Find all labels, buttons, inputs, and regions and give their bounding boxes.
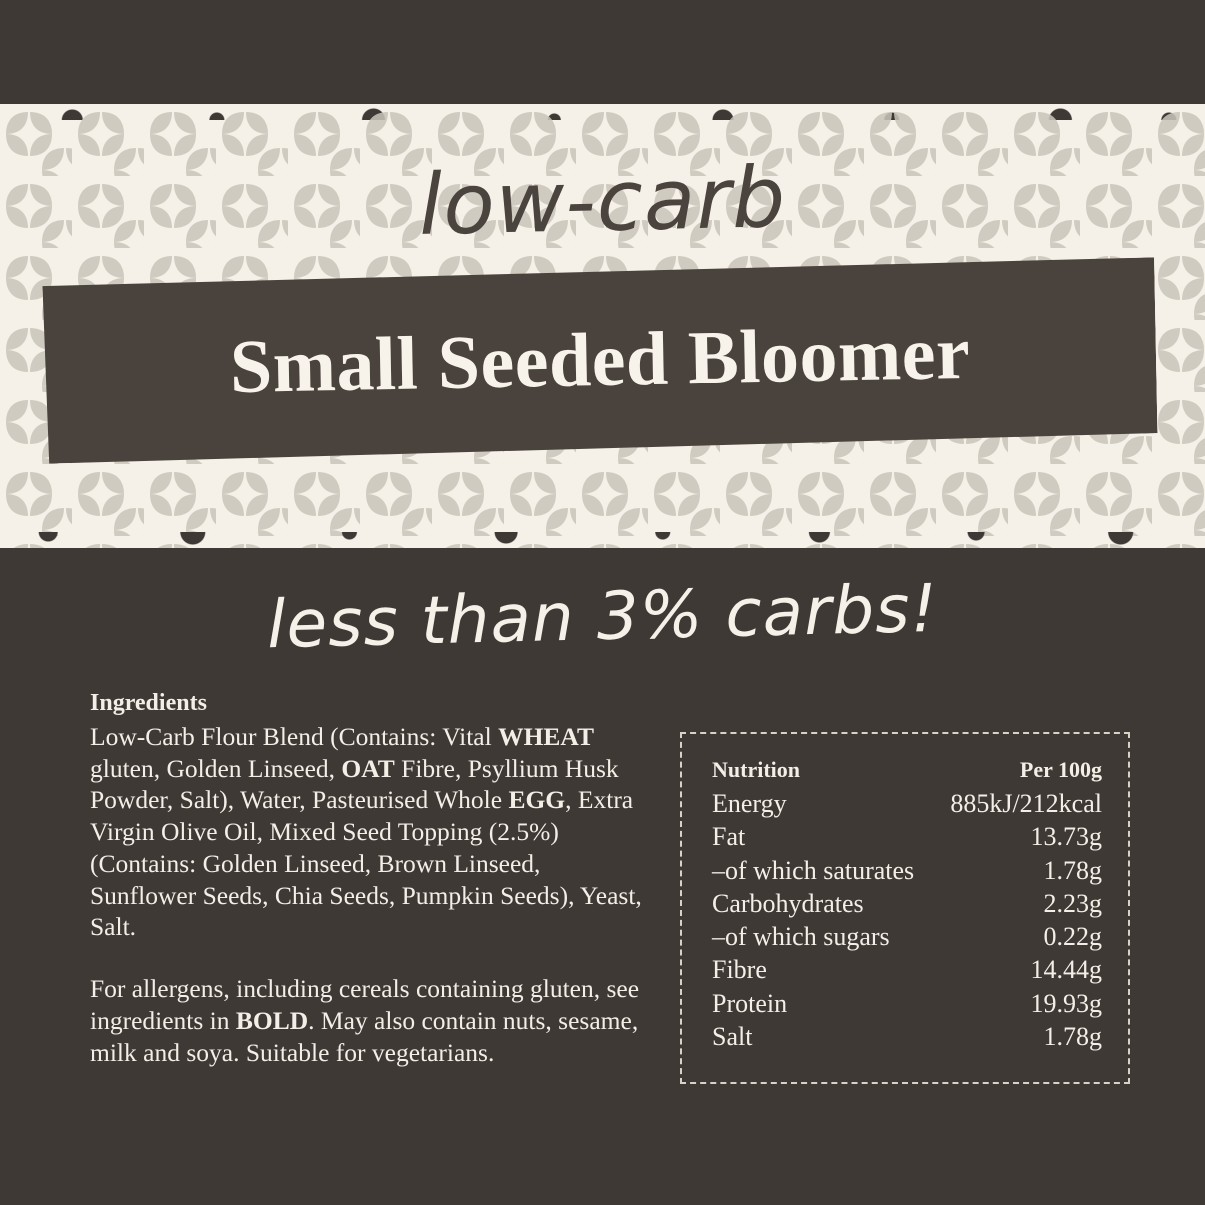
nutrition-row-label: –of which saturates — [712, 855, 915, 885]
top-dark-band — [0, 0, 1205, 112]
nutrition-row — [712, 987, 1102, 1020]
nutrition-row-label: Salt — [712, 1022, 753, 1052]
ingredients-section — [90, 690, 650, 1068]
nutrition-row-value: 2.23g — [1043, 888, 1102, 918]
nutrition-row-value: 1.78g — [1043, 1022, 1102, 1052]
kicker-low-carb: low-carb — [417, 148, 788, 254]
nutrition-row — [712, 920, 1102, 953]
nutrition-row — [712, 787, 1102, 820]
nutrition-row — [712, 1020, 1102, 1053]
nutrition-row-value: 13.73g — [1030, 822, 1102, 852]
tagline: less than 3% carbs! — [266, 569, 939, 664]
nutrition-row — [712, 953, 1102, 986]
nutrition-row-value: 0.22g — [1043, 922, 1102, 952]
nutrition-row — [712, 887, 1102, 920]
nutrition-row-value: 1.78g — [1043, 855, 1102, 885]
nutrition-row-label: Carbohydrates — [712, 888, 864, 918]
nutrition-rows — [712, 787, 1102, 1053]
page-title: Small Seeded Bloomer — [229, 310, 971, 410]
nutrition-row-value: 14.44g — [1030, 955, 1102, 985]
nutrition-row-label: –of which sugars — [712, 922, 890, 952]
nutrition-header-label: Nutrition — [712, 757, 800, 782]
ingredients-list: Low-Carb Flour Blend (Contains: Vital WHEAT gluten, Golden Linseed, OAT Fibre, Psyllium Husk Powder, Salt), Water, Pasteurised Whole EGG, Extra Virgin Olive Oil, Mixed Seed Topping (2.5%) (Contains: Golden Linseed, Brown Linseed, Sunflower Seeds, Chia Seeds, Pumpkin Seeds), Yeast, Salt. — [90, 722, 642, 942]
allergen-statement: For allergens, including cereals containing gluten, see ingredients in BOLD. May also contain nuts, sesame, milk and soya. Suitable for vegetarians. — [90, 974, 640, 1067]
nutrition-row-value: 885kJ/212kcal — [950, 789, 1102, 819]
nutrition-row — [712, 820, 1102, 853]
nutrition-row-label: Fat — [712, 822, 746, 852]
nutrition-header-row — [712, 756, 1102, 784]
nutrition-header-value: Per 100g — [1019, 757, 1102, 782]
nutrition-table — [680, 732, 1130, 1084]
ingredients-heading: Ingredients — [90, 690, 207, 716]
nutrition-row — [712, 854, 1102, 887]
nutrition-row-label: Energy — [712, 789, 787, 819]
nutrition-row-value: 19.93g — [1030, 988, 1102, 1018]
nutrition-row-label: Protein — [712, 988, 788, 1018]
nutrition-row-label: Fibre — [712, 955, 767, 985]
